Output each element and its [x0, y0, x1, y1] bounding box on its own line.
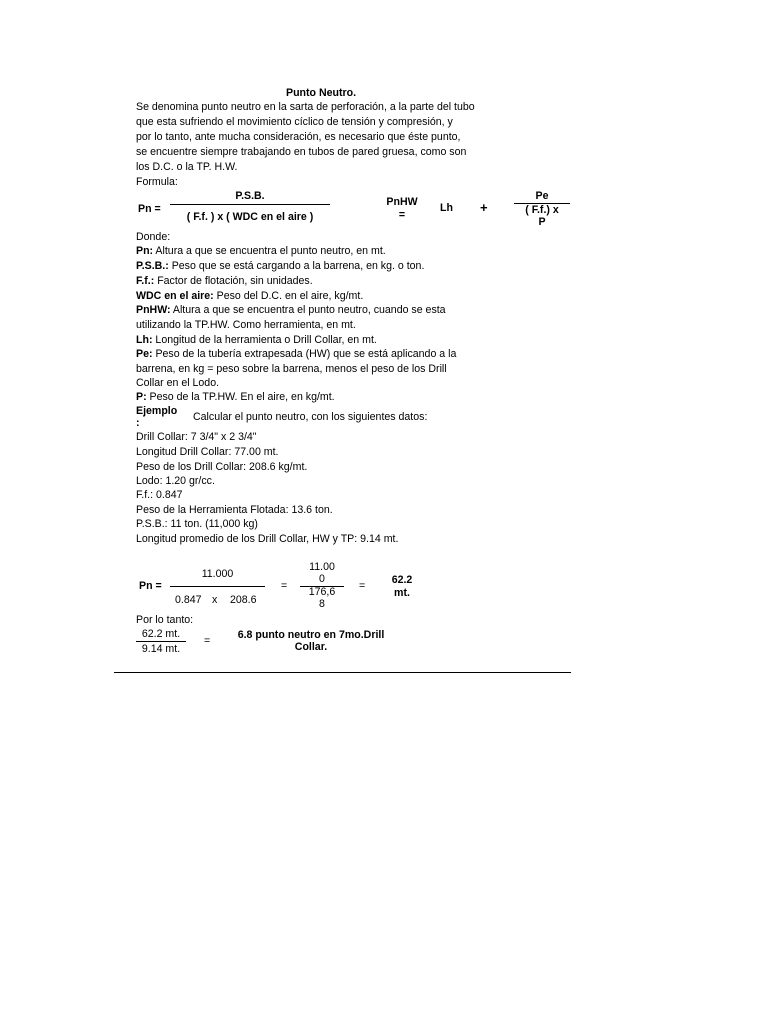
pnhw-equals: =	[398, 209, 406, 221]
calc-denominator-b: 208.6	[230, 594, 257, 606]
example-label-colon: :	[136, 417, 140, 429]
conclusion-result-cont: Collar.	[294, 641, 328, 653]
bottom-rule	[114, 672, 571, 673]
definition-pe-cont: barrena, en kg = peso sobre la barrena, menos el peso de los Drill	[136, 363, 447, 375]
data-line: F.f.: 0.847	[136, 489, 183, 501]
pe-numerator: Pe	[535, 190, 549, 202]
conclusion-equals: =	[204, 635, 211, 647]
calc-equals-2: =	[359, 580, 366, 592]
pe-denominator-p: P	[538, 216, 546, 228]
conclusion-label: Por lo tanto:	[136, 614, 194, 626]
intro-line: se encuentre siempre trabajando en tubos de pared gruesa, como son	[136, 146, 467, 158]
definition-lh: Lh: Longitud de la herramienta o Drill Collar, en mt.	[136, 334, 377, 346]
pnhw-label: PnHW	[386, 196, 418, 208]
lh-term: Lh	[440, 202, 453, 214]
definition-wdc: WDC en el aire: Peso del D.C. en el aire, kg/mt.	[136, 290, 364, 302]
pn-denominator: ( F.f. ) x ( WDC en el aire )	[186, 211, 314, 223]
intro-line: los D.C. o la TP. H.W.	[136, 161, 238, 173]
data-line: Peso de la Herramienta Flotada: 13.6 ton.	[136, 504, 333, 516]
calc-result-unit: mt.	[394, 587, 410, 599]
calc-mid-numerator: 11.00	[309, 561, 335, 573]
calc-numerator: 11.000	[201, 568, 234, 580]
data-line: Longitud Drill Collar: 77.00 mt.	[136, 446, 279, 458]
pn-fraction-bar	[170, 204, 330, 205]
calc-equals-1: =	[281, 580, 288, 592]
definition-ff: F.f.: Factor de flotación, sin unidades.	[136, 275, 313, 287]
definition-p: P: Peso de la TP.HW. En el aire, en kg/mt.	[136, 391, 335, 403]
plus-sign: +	[480, 200, 488, 215]
data-line: Peso de los Drill Collar: 208.6 kg/mt.	[136, 461, 308, 473]
data-line: Drill Collar: 7 3/4" x 2 3/4"	[136, 431, 257, 443]
intro-line: que esta sufriendo el movimiento cíclico de tensión y compresión, y	[136, 116, 453, 128]
conclusion-fraction-bar	[136, 641, 186, 642]
definition-psb: P.S.B.: Peso que se está cargando a la barrena, en kg. o ton.	[136, 260, 425, 272]
pe-denominator: ( F.f.) x	[525, 204, 559, 216]
calc-denominator-x: x	[212, 594, 218, 606]
calc-mid-denominator: 176,6	[308, 586, 336, 598]
intro-line: por lo tanto, ante mucha consideración, es necesario que éste punto,	[136, 131, 461, 143]
calc-mid-numerator-cont: 0	[319, 573, 325, 585]
data-line: P.S.B.: 11 ton. (11,000 kg)	[136, 518, 258, 530]
calc-mid-denominator-cont: 8	[319, 598, 325, 610]
page-title: Punto Neutro.	[286, 87, 357, 99]
definition-pe-cont: Collar en el Lodo.	[136, 377, 220, 389]
formula-label: Formula:	[136, 176, 178, 188]
calc-denominator-a: 0.847	[175, 594, 202, 606]
example-label: Ejemplo	[136, 405, 178, 417]
calc-pn-label: Pn =	[139, 580, 162, 592]
donde-label: Donde:	[136, 231, 171, 243]
calc-result: 62.2	[391, 574, 413, 586]
conclusion-denominator: 9.14 mt.	[141, 643, 181, 655]
definition-pe: Pe: Peso de la tubería extrapesada (HW) que se está aplicando a la	[136, 348, 457, 360]
definition-pnhw-cont: utilizando la TP.HW. Como herramienta, en mt.	[136, 319, 356, 331]
data-line: Lodo: 1.20 gr/cc.	[136, 475, 215, 487]
definition-pn: Pn: Altura a que se encuentra el punto neutro, en mt.	[136, 245, 386, 257]
pn-numerator: P.S.B.	[235, 190, 265, 202]
calc-fraction-bar	[170, 586, 265, 587]
pn-label: Pn =	[138, 203, 161, 215]
intro-line: Se denomina punto neutro en la sarta de perforación, a la parte del tubo	[136, 101, 475, 113]
example-statement: Calcular el punto neutro, con los siguientes datos:	[193, 411, 428, 423]
conclusion-result: 6.8 punto neutro en 7mo.Drill	[237, 629, 385, 641]
data-line: Longitud promedio de los Drill Collar, HW y TP: 9.14 mt.	[136, 533, 399, 545]
conclusion-numerator: 62.2 mt.	[141, 628, 181, 640]
definition-pnhw: PnHW: Altura a que se encuentra el punto neutro, cuando se esta	[136, 304, 446, 316]
